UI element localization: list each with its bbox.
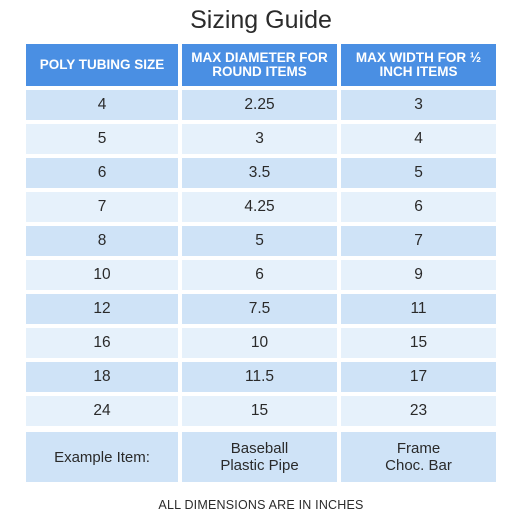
header-max-width: MAX WIDTH FOR ½ INCH ITEMS: [341, 44, 496, 86]
max-diameter-cell: 5: [182, 226, 337, 256]
max-width-cell: 7: [341, 226, 496, 256]
max-diameter-cell: 6: [182, 260, 337, 290]
max-width-cell: 11: [341, 294, 496, 324]
tubing-size-cell: 12: [26, 294, 178, 324]
max-width-cell: 4: [341, 124, 496, 154]
example-flat-line-2: Choc. Bar: [385, 457, 452, 474]
example-round-line-1: Baseball: [230, 440, 289, 457]
header-max-diameter: MAX DIAMETER FOR ROUND ITEMS: [182, 44, 337, 86]
example-label: [26, 432, 178, 482]
max-diameter-cell: 10: [182, 328, 337, 358]
max-diameter-cell: 11.5: [182, 362, 337, 392]
tubing-size-cell: 8: [26, 226, 178, 256]
max-diameter-cell: 2.25: [182, 90, 337, 120]
max-width-cell: 6: [341, 192, 496, 222]
tubing-size-cell: 5: [26, 124, 178, 154]
tubing-size-cell: 18: [26, 362, 178, 392]
example-flat-items: [341, 432, 496, 482]
header-tubing-size: POLY TUBING SIZE: [26, 44, 178, 86]
tubing-size-cell: 6: [26, 158, 178, 188]
max-width-cell: 9: [341, 260, 496, 290]
max-diameter-cell: 3: [182, 124, 337, 154]
sizing-table: [26, 44, 496, 482]
max-diameter-cell: 4.25: [182, 192, 337, 222]
example-round-items: [182, 432, 337, 482]
max-width-cell: 17: [341, 362, 496, 392]
tubing-size-cell: 16: [26, 328, 178, 358]
max-diameter-cell: 7.5: [182, 294, 337, 324]
max-width-cell: 5: [341, 158, 496, 188]
page-title: Sizing Guide: [190, 6, 332, 34]
max-width-cell: 3: [341, 90, 496, 120]
max-width-cell: 15: [341, 328, 496, 358]
example-flat-line-1: Frame: [396, 440, 441, 457]
example-label-text: Example Item:: [54, 448, 150, 466]
example-round-line-2: Plastic Pipe: [220, 457, 299, 474]
tubing-size-cell: 4: [26, 90, 178, 120]
dimensions-note: ALL DIMENSIONS ARE IN INCHES: [158, 498, 364, 512]
max-diameter-cell: 15: [182, 396, 337, 426]
max-diameter-cell: 3.5: [182, 158, 337, 188]
tubing-size-cell: 10: [26, 260, 178, 290]
tubing-size-cell: 7: [26, 192, 178, 222]
tubing-size-cell: 24: [26, 396, 178, 426]
max-width-cell: 23: [341, 396, 496, 426]
